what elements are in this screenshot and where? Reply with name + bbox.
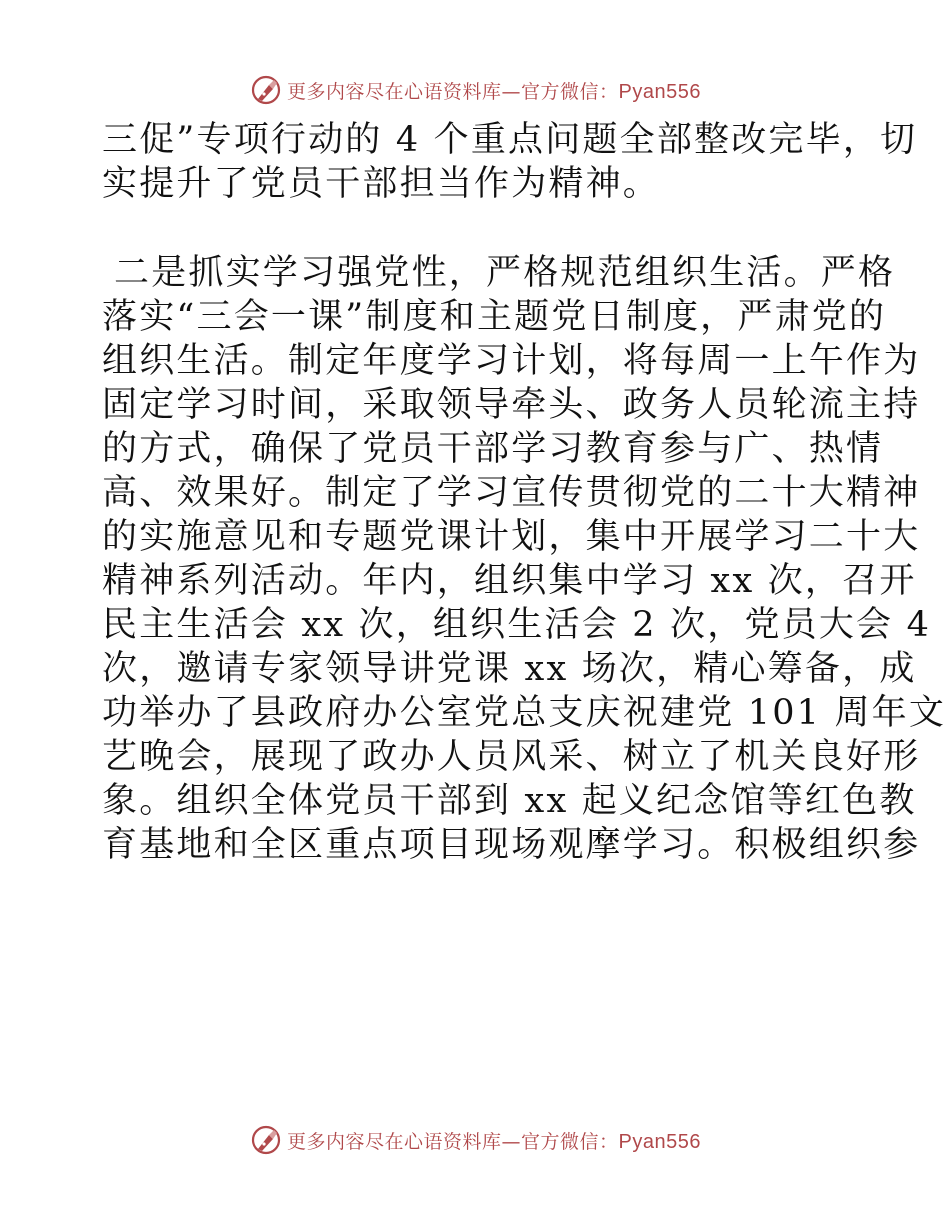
text-line: 实提升了党员干部担当作为精神。 xyxy=(102,164,661,204)
header-watermark xyxy=(0,70,950,110)
watermark-account: Pyan556 xyxy=(618,1130,701,1153)
text-line: 民主生活会 xx 次，组织生活会 2 次，党员大会 4 xyxy=(102,605,932,645)
text-line: 的方式，确保了党员干部学习教育参与广、热情 xyxy=(102,429,884,469)
text-line: 次，邀请专家领导讲党课 xx 场次，精心筹备，成 xyxy=(102,649,917,689)
watermark-text: 更多内容尽在心语资料库—官方微信：Pyan556 xyxy=(287,80,701,103)
text-line: 象。组织全体党员干部到 xx 起义纪念馆等红色教 xyxy=(102,781,917,821)
document-body xyxy=(102,118,947,867)
text-line: 功举办了县政府办公室党总支庆祝建党 101 周年文 xyxy=(102,693,947,733)
text-line: 高、效果好。制定了学习宣传贯彻党的二十大精神 xyxy=(102,473,921,513)
text-line: 三促”专项行动的 4 个重点问题全部整改完毕，切 xyxy=(102,120,918,160)
text-line: 艺晚会，展现了政办人员风采、树立了机关良好形 xyxy=(102,737,921,777)
text-line: 育基地和全区重点项目现场观摩学习。积极组织参 xyxy=(102,825,921,865)
text-line: 落实“三会一课”制度和主题党日制度，严肃党的 xyxy=(102,297,887,337)
pen-nib-logo-icon xyxy=(249,1123,283,1157)
text-line: 固定学习时间，采取领导牵头、政务人员轮流主持 xyxy=(102,385,921,425)
text-line: 二是抓实学习强党性，严格规范组织生活。严格 xyxy=(114,253,896,293)
watermark-account: Pyan556 xyxy=(618,80,701,103)
text-line: 的实施意见和专题党课计划，集中开展学习二十大 xyxy=(102,517,921,557)
watermark-text: 更多内容尽在心语资料库—官方微信：Pyan556 xyxy=(287,1130,701,1153)
text-line: 组织生活。制定年度学习计划，将每周一上午作为 xyxy=(102,341,921,381)
pen-nib-logo-icon xyxy=(249,73,283,107)
text-line: 精神系列活动。年内，组织集中学习 xx 次，召开 xyxy=(102,561,917,601)
footer-watermark xyxy=(0,1120,950,1160)
